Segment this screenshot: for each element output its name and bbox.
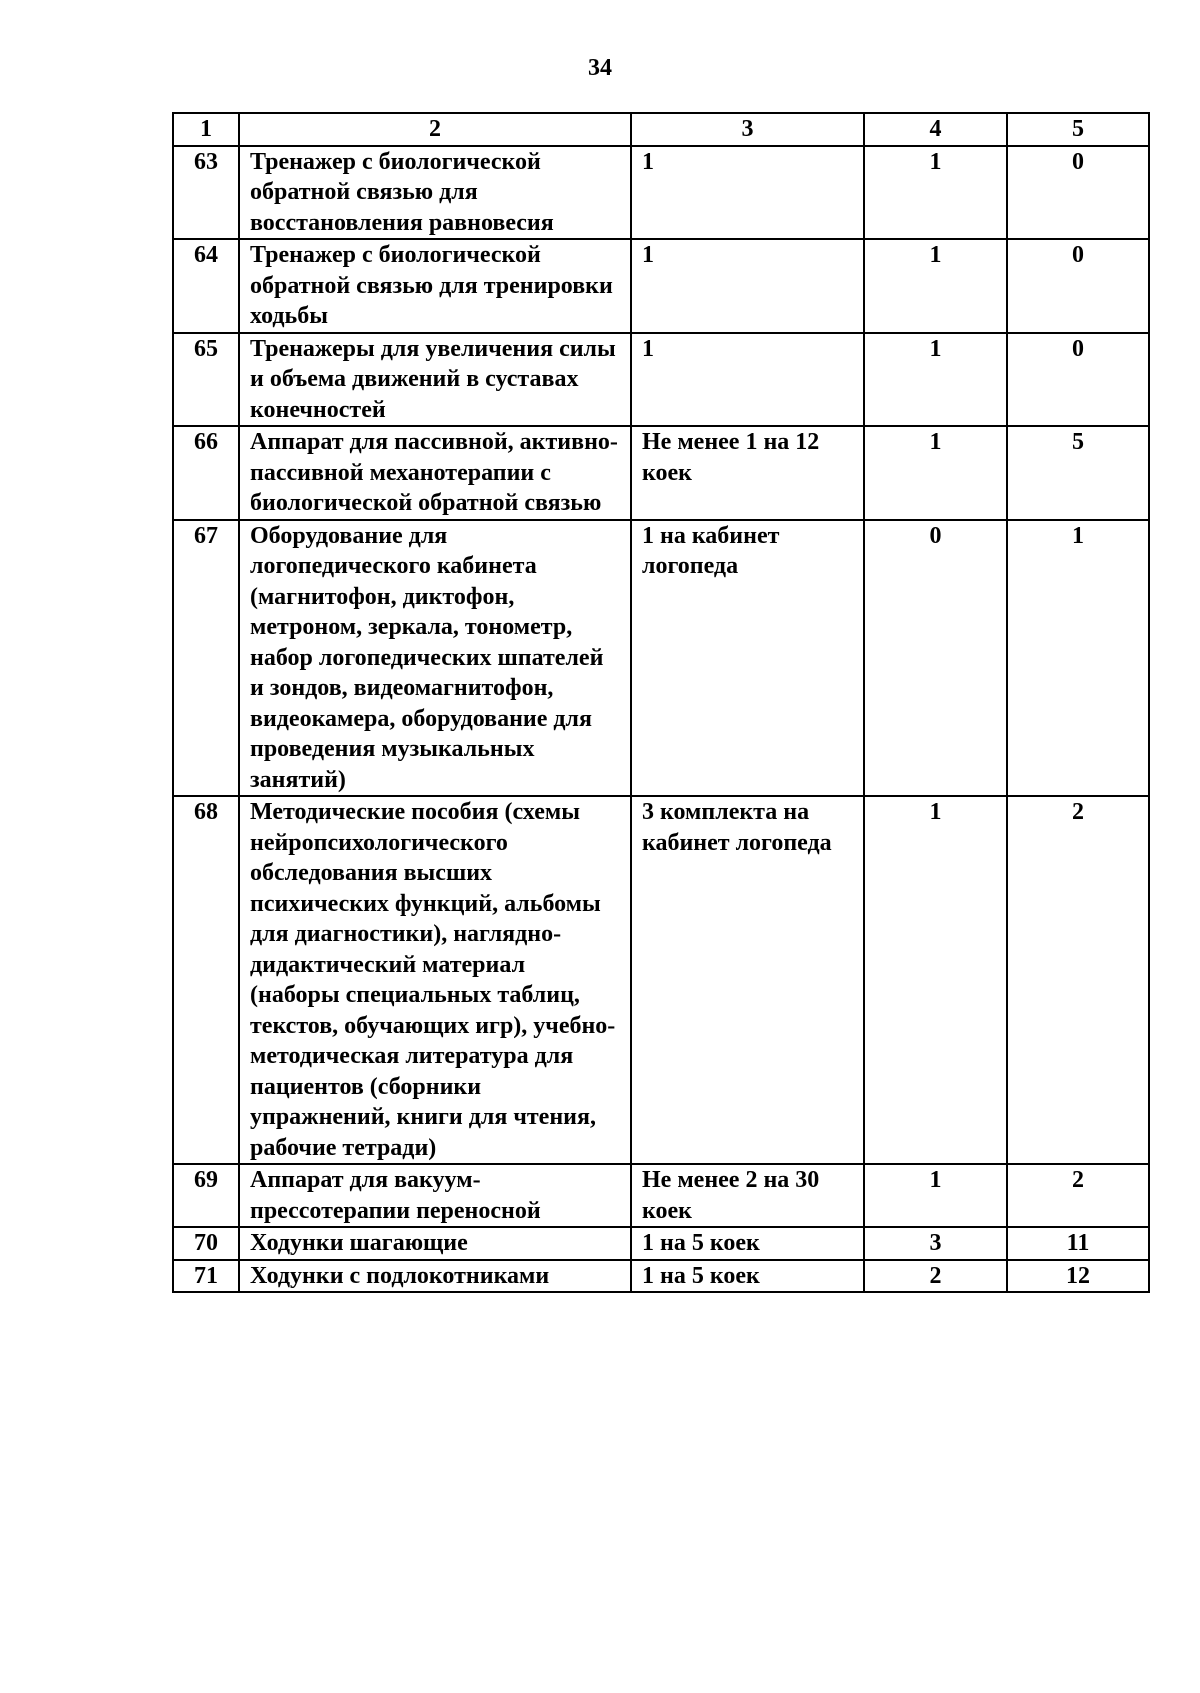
table-row bbox=[173, 1227, 1149, 1260]
column-4-value: 1 bbox=[864, 239, 1007, 333]
row-number: 66 bbox=[173, 426, 239, 520]
column-4-value: 1 bbox=[864, 796, 1007, 1164]
equipment-norm: 3 комплекта на кабинет логопеда bbox=[631, 796, 864, 1164]
table-row bbox=[173, 796, 1149, 1164]
column-header: 5 bbox=[1007, 113, 1149, 146]
row-number: 70 bbox=[173, 1227, 239, 1260]
equipment-name: Ходунки с подлокотниками bbox=[239, 1260, 631, 1293]
column-4-value: 1 bbox=[864, 146, 1007, 240]
table-row bbox=[173, 426, 1149, 520]
column-4-value: 1 bbox=[864, 1164, 1007, 1227]
equipment-name: Тренажер с биологической обратной связью для восстановления равновесия bbox=[239, 146, 631, 240]
equipment-norm: 1 bbox=[631, 333, 864, 427]
equipment-norm: Не менее 2 на 30 коек bbox=[631, 1164, 864, 1227]
row-number: 63 bbox=[173, 146, 239, 240]
column-5-value: 11 bbox=[1007, 1227, 1149, 1260]
column-header: 1 bbox=[173, 113, 239, 146]
table-row bbox=[173, 1260, 1149, 1293]
column-5-value: 2 bbox=[1007, 796, 1149, 1164]
row-number: 65 bbox=[173, 333, 239, 427]
equipment-name: Ходунки шагающие bbox=[239, 1227, 631, 1260]
column-5-value: 5 bbox=[1007, 426, 1149, 520]
table-row bbox=[173, 239, 1149, 333]
equipment-norm: 1 bbox=[631, 146, 864, 240]
equipment-name: Оборудование для логопедического кабинета (магнитофон, диктофон, метроном, зеркала, тонометр, набор логопедических шпателей и зондов, видеомагнитофон, видеокамера, оборудование для проведения музыкальных занятий) bbox=[239, 520, 631, 797]
equipment-name: Аппарат для вакуум-прессотерапии переносной bbox=[239, 1164, 631, 1227]
column-4-value: 0 bbox=[864, 520, 1007, 797]
column-header: 4 bbox=[864, 113, 1007, 146]
page-number: 34 bbox=[588, 55, 612, 81]
equipment-norm: 1 bbox=[631, 239, 864, 333]
equipment-norm: 1 на кабинет логопеда bbox=[631, 520, 864, 797]
table-row bbox=[173, 333, 1149, 427]
column-4-value: 1 bbox=[864, 333, 1007, 427]
equipment-name: Тренажер с биологической обратной связью для тренировки ходьбы bbox=[239, 239, 631, 333]
column-4-value: 1 bbox=[864, 426, 1007, 520]
equipment-name: Тренажеры для увеличения силы и объема движений в суставах конечностей bbox=[239, 333, 631, 427]
column-header: 3 bbox=[631, 113, 864, 146]
column-4-value: 2 bbox=[864, 1260, 1007, 1293]
row-number: 68 bbox=[173, 796, 239, 1164]
equipment-name: Методические пособия (схемы нейропсихологического обследования высших психических функций, альбомы для диагностики), наглядно-дидактический материал (наборы специальных таблиц, текстов, обучающих игр), учебно-методическая литература для пациентов (сборники упражнений, книги для чтения, рабочие тетради) bbox=[239, 796, 631, 1164]
column-5-value: 0 bbox=[1007, 239, 1149, 333]
table-header-row bbox=[173, 113, 1149, 146]
column-5-value: 2 bbox=[1007, 1164, 1149, 1227]
equipment-table bbox=[172, 112, 1150, 1293]
column-header: 2 bbox=[239, 113, 631, 146]
column-5-value: 12 bbox=[1007, 1260, 1149, 1293]
column-5-value: 0 bbox=[1007, 333, 1149, 427]
row-number: 69 bbox=[173, 1164, 239, 1227]
equipment-norm: 1 на 5 коек bbox=[631, 1227, 864, 1260]
row-number: 64 bbox=[173, 239, 239, 333]
column-5-value: 1 bbox=[1007, 520, 1149, 797]
table-row bbox=[173, 520, 1149, 797]
row-number: 67 bbox=[173, 520, 239, 797]
row-number: 71 bbox=[173, 1260, 239, 1293]
table-row bbox=[173, 1164, 1149, 1227]
column-4-value: 3 bbox=[864, 1227, 1007, 1260]
equipment-norm: 1 на 5 коек bbox=[631, 1260, 864, 1293]
table-row bbox=[173, 146, 1149, 240]
equipment-name: Аппарат для пассивной, активно-пассивной механотерапии с биологической обратной связью bbox=[239, 426, 631, 520]
column-5-value: 0 bbox=[1007, 146, 1149, 240]
equipment-norm: Не менее 1 на 12 коек bbox=[631, 426, 864, 520]
